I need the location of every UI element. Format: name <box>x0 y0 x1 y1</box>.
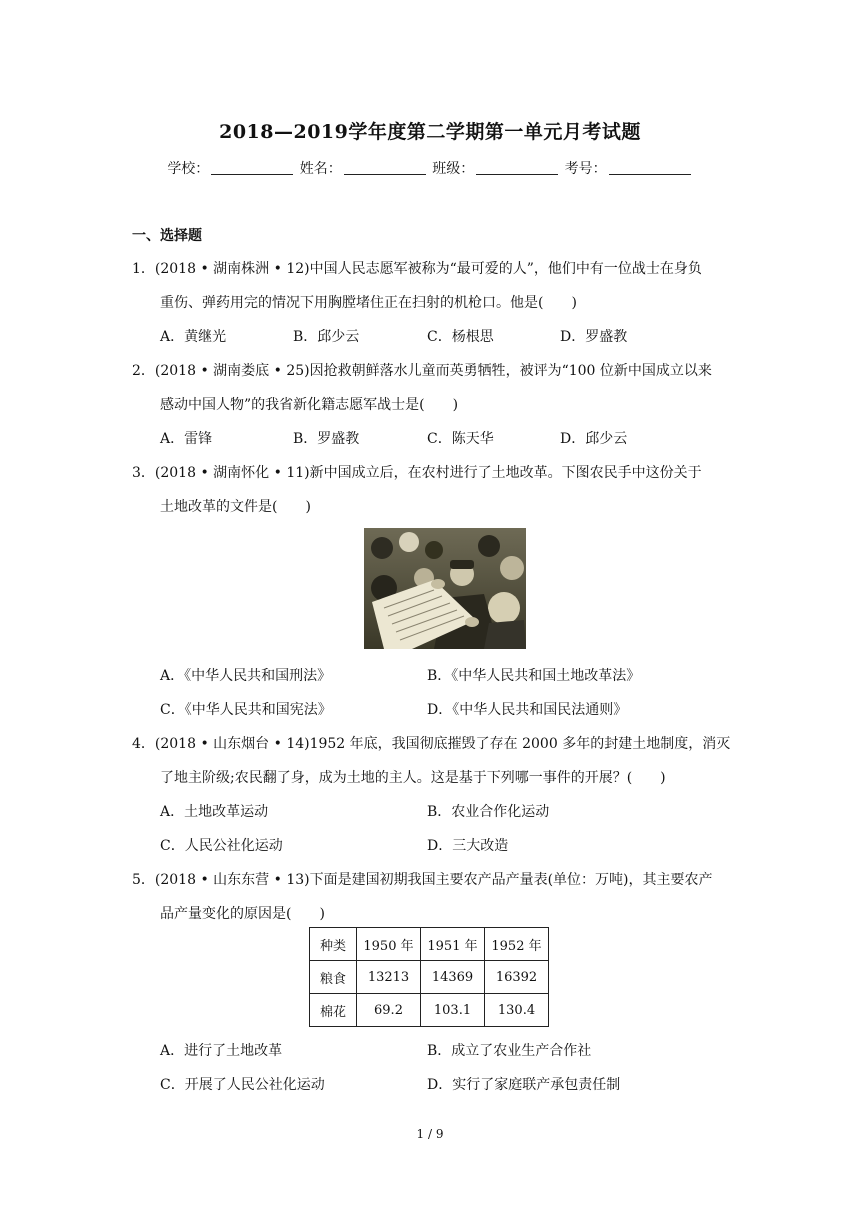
question-4-text-cont: 了地主阶级;农民翻了身，成为土地的主人。这是基于下列哪一事件的开展？( ) <box>160 770 666 786</box>
question-1-option-a[interactable]: A．黄继光 <box>160 329 227 345</box>
land-reform-photo-image <box>364 528 526 649</box>
question-1-text: 1．(2018 • 湖南株洲 • 12)中国人民志愿军被称为“最可爱的人”，他们中有一位战士在身负 <box>132 261 702 277</box>
school-label: 学校： <box>167 161 210 177</box>
table-header-cell: 种类 <box>310 928 357 961</box>
section-heading: 一、选择题 <box>132 228 202 244</box>
page-number: 1 / 9 <box>416 1127 444 1141</box>
question-5-option-a[interactable]: A．进行了土地改革 <box>160 1043 283 1059</box>
question-5-text: 5．(2018 • 山东东营 • 13)下面是建国初期我国主要农产品产量表(单位：万吨)，其主要农产 <box>132 872 713 888</box>
table-row <box>310 994 549 1027</box>
question-2-option-d[interactable]: D．邱少云 <box>560 431 628 447</box>
table-header-row <box>310 928 549 961</box>
question-3-option-b[interactable]: B．《中华人民共和国土地改革法》 <box>427 668 641 684</box>
table-header-cell: 1951 年 <box>421 928 485 961</box>
table-header-cell: 1952 年 <box>485 928 549 961</box>
school-blank[interactable] <box>211 162 293 175</box>
production-table <box>309 927 549 1027</box>
question-3-text: 3．(2018 • 湖南怀化 • 11)新中国成立后，在农村进行了土地改革。下图农民手中这份关于 <box>132 465 702 481</box>
table-header-cell: 1950 年 <box>357 928 421 961</box>
question-5-option-b[interactable]: B．成立了农业生产合作社 <box>427 1043 592 1059</box>
exam-no-blank[interactable] <box>609 162 691 175</box>
question-3-text-cont: 土地改革的文件是( ) <box>160 499 311 515</box>
question-5-text-cont: 品产量变化的原因是( ) <box>160 906 325 922</box>
question-1-option-b[interactable]: B．邱少云 <box>293 329 360 345</box>
table-cell: 130.4 <box>485 994 549 1027</box>
table-row <box>310 961 549 994</box>
question-2-text-cont: 感动中国人物”的我省新化籍志愿军战士是( ) <box>160 397 459 413</box>
question-4-text: 4．(2018 • 山东烟台 • 14)1952 年底，我国彻底摧毁了存在 2000 多年的封建土地制度，消灭 <box>132 736 731 752</box>
table-cell: 69.2 <box>357 994 421 1027</box>
question-4-option-a[interactable]: A．土地改革运动 <box>160 804 269 820</box>
class-label: 班级： <box>432 161 475 177</box>
question-5-option-c[interactable]: C．开展了人民公社化运动 <box>160 1077 325 1093</box>
student-info-line <box>0 158 860 178</box>
exam-no-label: 考号： <box>564 161 607 177</box>
table-cell: 103.1 <box>421 994 485 1027</box>
class-blank[interactable] <box>476 162 558 175</box>
table-cell: 13213 <box>357 961 421 994</box>
name-blank[interactable] <box>344 162 426 175</box>
question-2-option-c[interactable]: C．陈天华 <box>427 431 494 447</box>
question-1-option-c[interactable]: C．杨根思 <box>427 329 494 345</box>
table-cell: 14369 <box>421 961 485 994</box>
question-2-option-a[interactable]: A．雷锋 <box>160 431 213 447</box>
question-2-option-b[interactable]: B．罗盛教 <box>293 431 360 447</box>
question-3-option-d[interactable]: D．《中华人民共和国民法通则》 <box>427 702 628 718</box>
question-3-option-a[interactable]: A．《中华人民共和国刑法》 <box>160 668 332 684</box>
page-title: 2018—2019学年度第二学期第一单元月考试题 <box>219 121 641 143</box>
table-cell: 棉花 <box>310 994 357 1027</box>
question-1-option-d[interactable]: D．罗盛教 <box>560 329 628 345</box>
question-4-option-b[interactable]: B．农业合作化运动 <box>427 804 550 820</box>
question-5-option-d[interactable]: D．实行了家庭联产承包责任制 <box>427 1077 621 1093</box>
name-label: 姓名： <box>299 161 342 177</box>
question-2-text: 2．(2018 • 湖南娄底 • 25)因抢救朝鲜落水儿童而英勇牺牲，被评为“100 位新中国成立以来 <box>132 363 712 379</box>
question-4-option-d[interactable]: D．三大改造 <box>427 838 509 854</box>
land-reform-photo <box>364 528 526 649</box>
question-3-option-c[interactable]: C．《中华人民共和国宪法》 <box>160 702 332 718</box>
table-cell: 粮食 <box>310 961 357 994</box>
table-cell: 16392 <box>485 961 549 994</box>
question-1-text-cont: 重伤、弹药用完的情况下用胸膛堵住正在扫射的机枪口。他是( ) <box>160 295 577 311</box>
question-4-option-c[interactable]: C．人民公社化运动 <box>160 838 283 854</box>
